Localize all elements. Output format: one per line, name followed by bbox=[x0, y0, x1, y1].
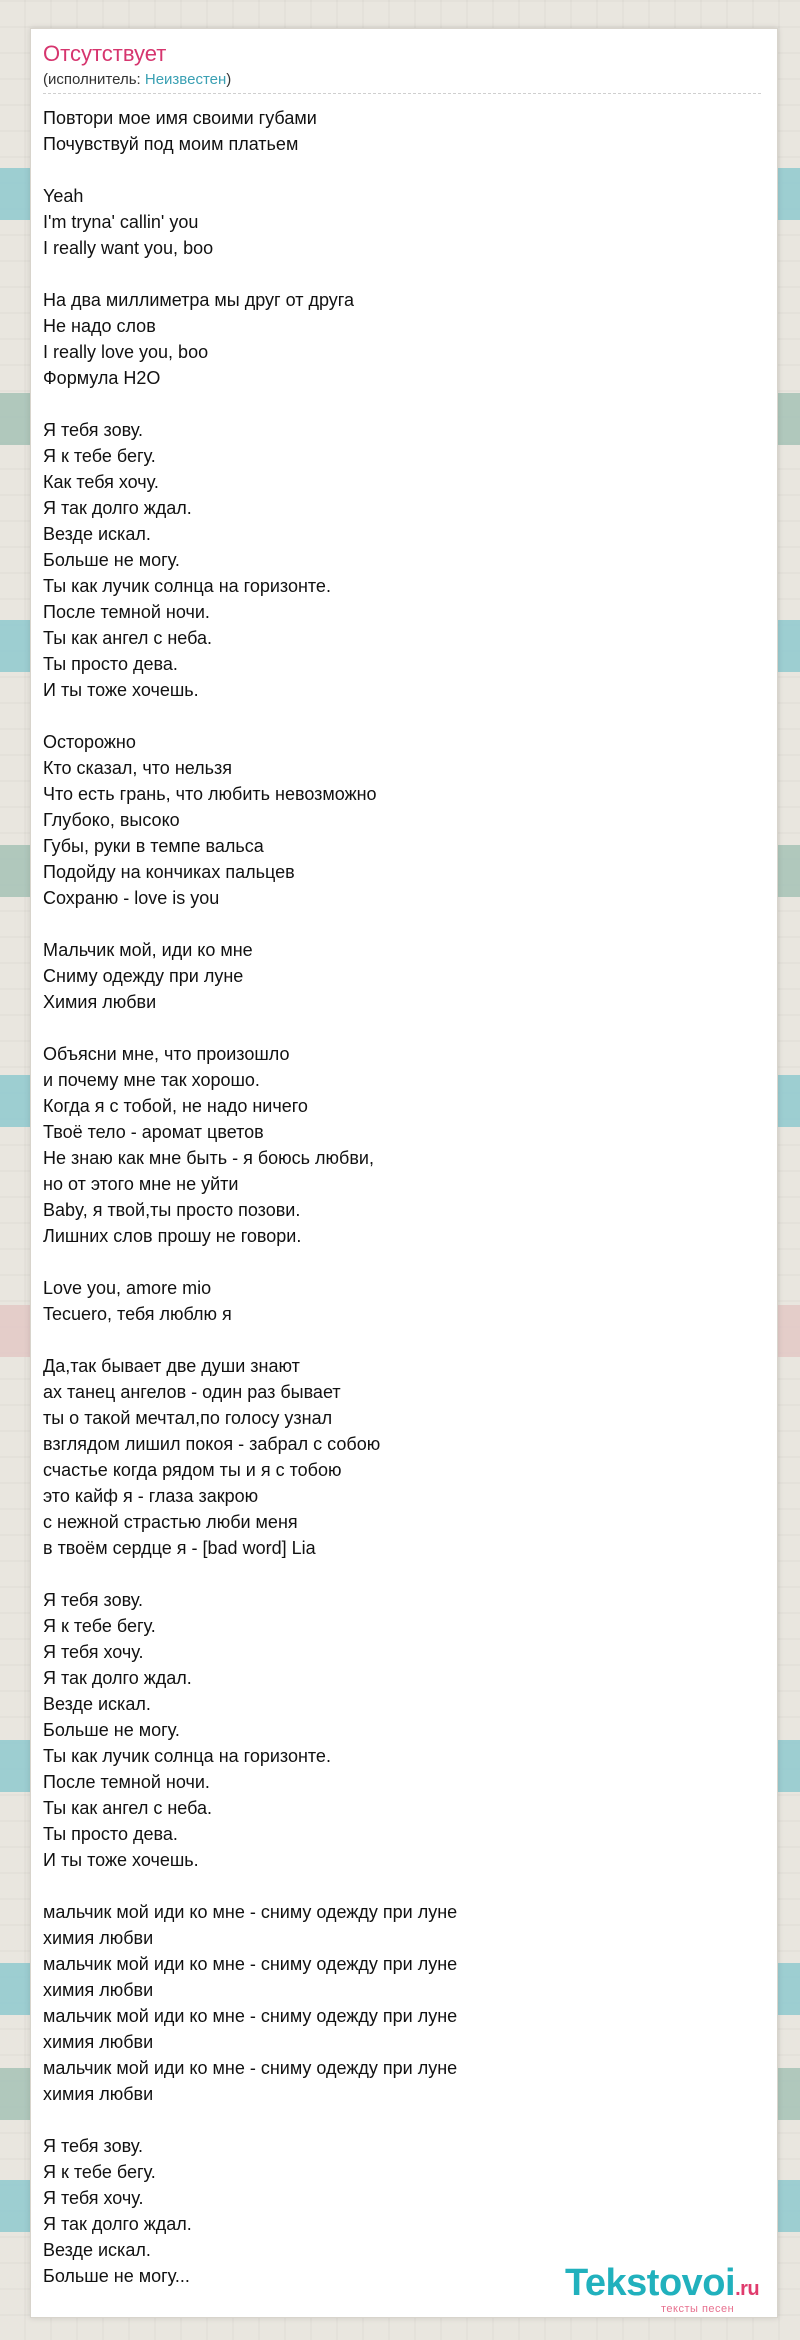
lyric-line: Когда я с тобой, не надо ничего bbox=[43, 1096, 308, 1116]
title-divider bbox=[43, 93, 761, 94]
lyric-line: Yeah bbox=[43, 186, 84, 206]
lyric-line: Ты как лучик солнца на горизонте. bbox=[43, 576, 331, 596]
lyric-line: Формула H2O bbox=[43, 368, 161, 388]
lyrics-text bbox=[43, 105, 763, 2289]
lyric-line: Я тебя хочу. bbox=[43, 1642, 144, 1662]
lyric-line: I really love you, boo bbox=[43, 342, 209, 362]
lyric-line: Больше не могу. bbox=[43, 550, 180, 570]
lyric-line: Подойду на кончиках пальцев bbox=[43, 862, 295, 882]
lyric-line: Везде искал. bbox=[43, 2240, 151, 2260]
lyric-line: химия любви bbox=[43, 2032, 154, 2052]
lyric-line: химия любви bbox=[43, 1928, 154, 1948]
lyric-line: ах танец ангелов - один раз бывает bbox=[43, 1382, 341, 1402]
lyric-line: Везде искал. bbox=[43, 524, 151, 544]
lyric-line: и почему мне так хорошо. bbox=[43, 1070, 260, 1090]
lyric-line: Ты как ангел с неба. bbox=[43, 628, 212, 648]
lyric-line: Я тебя хочу. bbox=[43, 2188, 144, 2208]
lyrics-stanza bbox=[43, 417, 763, 703]
lyric-line: мальчик мой иди ко мне - сниму одежду при луне bbox=[43, 1954, 458, 1974]
lyric-line: Лишних слов прошу не говори. bbox=[43, 1226, 302, 1246]
lyric-line: Love you, amore mio bbox=[43, 1278, 212, 1298]
lyric-line: Ты просто дева. bbox=[43, 1824, 178, 1844]
lyric-line: Глубоко, высоко bbox=[43, 810, 180, 830]
lyric-line: химия любви bbox=[43, 1980, 154, 2000]
lyric-line: После темной ночи. bbox=[43, 1772, 210, 1792]
lyric-line: Почувствуй под моим платьем bbox=[43, 134, 299, 154]
lyrics-stanza bbox=[43, 937, 763, 1015]
lyric-line: счастье когда рядом ты и я с тобою bbox=[43, 1460, 342, 1480]
lyric-line: Объясни мне, что произошло bbox=[43, 1044, 290, 1064]
lyric-line: Мальчик мой, иди ко мне bbox=[43, 940, 253, 960]
lyric-line: Да,так бывает две души знают bbox=[43, 1356, 300, 1376]
lyric-line: Я к тебе бегу. bbox=[43, 1616, 156, 1636]
lyric-line: После темной ночи. bbox=[43, 602, 210, 622]
lyric-line: Я к тебе бегу. bbox=[43, 446, 156, 466]
lyric-line: взглядом лишил покоя - забрал с собою bbox=[43, 1434, 381, 1454]
lyric-line: Я тебя зову. bbox=[43, 2136, 143, 2156]
lyric-line: ты о такой мечтал,по голосу узнал bbox=[43, 1408, 333, 1428]
lyric-line: Ты как лучик солнца на горизонте. bbox=[43, 1746, 331, 1766]
lyrics-stanza bbox=[43, 1899, 763, 2107]
lyric-line: в твоём сердце я - [bad word] Lia bbox=[43, 1538, 316, 1558]
logo-tagline: тексты песен bbox=[661, 2303, 735, 2315]
lyric-line: Я тебя зову. bbox=[43, 1590, 143, 1610]
lyric-line: Я так долго ждал. bbox=[43, 2214, 192, 2234]
lyric-line: Я так долго ждал. bbox=[43, 498, 192, 518]
lyric-line: Ты просто дева. bbox=[43, 654, 178, 674]
lyric-line: Как тебя хочу. bbox=[43, 472, 159, 492]
artist-link[interactable]: Неизвестен bbox=[144, 71, 227, 88]
lyric-line: Больше не могу... bbox=[43, 2266, 190, 2286]
artist-prefix: (исполнитель: bbox=[43, 71, 145, 88]
lyric-line: Я тебя зову. bbox=[43, 420, 143, 440]
lyric-line: И ты тоже хочешь. bbox=[43, 680, 199, 700]
lyrics-card bbox=[30, 28, 778, 2318]
lyric-line: Кто сказал, что нельзя bbox=[43, 758, 233, 778]
lyric-line: Больше не могу. bbox=[43, 1720, 180, 1740]
lyric-line: Не знаю как мне быть - я боюсь любви, bbox=[43, 1148, 374, 1168]
lyric-line: мальчик мой иди ко мне - сниму одежду при луне bbox=[43, 1902, 458, 1922]
lyric-line: Осторожно bbox=[43, 732, 136, 752]
logo-tld: .ru bbox=[735, 2278, 760, 2300]
lyric-line: Я так долго ждал. bbox=[43, 1668, 192, 1688]
lyric-line: мальчик мой иди ко мне - сниму одежду при луне bbox=[43, 2058, 458, 2078]
lyrics-stanza bbox=[43, 729, 763, 911]
lyrics-stanza bbox=[43, 287, 763, 391]
lyric-line: Твоё тело - аромат цветов bbox=[43, 1122, 264, 1142]
lyric-line: с нежной страстью люби меня bbox=[43, 1512, 298, 1532]
lyric-line: Tecuero, тебя люблю я bbox=[43, 1304, 232, 1324]
lyrics-stanza bbox=[43, 183, 763, 261]
tekstovoi-logo[interactable] bbox=[565, 2262, 785, 2322]
lyrics-stanza bbox=[43, 1587, 763, 1873]
lyric-line: I really want you, boo bbox=[43, 238, 214, 258]
lyric-line: Сохраню - love is you bbox=[43, 888, 220, 908]
lyrics-stanza bbox=[43, 1041, 763, 1249]
lyric-line: Химия любви bbox=[43, 992, 157, 1012]
lyric-line: Я к тебе бегу. bbox=[43, 2162, 156, 2182]
lyric-line: мальчик мой иди ко мне - сниму одежду при луне bbox=[43, 2006, 458, 2026]
lyric-line: На два миллиметра мы друг от друга bbox=[43, 290, 354, 310]
lyrics-stanza bbox=[43, 105, 763, 157]
lyric-line: И ты тоже хочешь. bbox=[43, 1850, 199, 1870]
lyric-line: химия любви bbox=[43, 2084, 154, 2104]
lyric-line: Везде искал. bbox=[43, 1694, 151, 1714]
lyrics-stanza bbox=[43, 1275, 763, 1327]
lyric-line: Ты как ангел с неба. bbox=[43, 1798, 212, 1818]
logo-main-text: Tekstovoi bbox=[565, 2262, 736, 2304]
lyric-line: Baby, я твой,ты просто позови. bbox=[43, 1200, 301, 1220]
artist-suffix: ) bbox=[226, 71, 232, 88]
lyrics-stanza bbox=[43, 1353, 763, 1561]
lyric-line: Повтори мое имя своими губами bbox=[43, 108, 317, 128]
lyric-line: Что есть грань, что любить невозможно bbox=[43, 784, 377, 804]
lyric-line: но от этого мне не уйти bbox=[43, 1174, 239, 1194]
lyric-line: Сниму одежду при луне bbox=[43, 966, 244, 986]
lyric-line: Губы, руки в темпе вальса bbox=[43, 836, 264, 856]
artist-line bbox=[43, 71, 231, 88]
lyric-line: Не надо слов bbox=[43, 316, 156, 336]
lyric-line: I'm tryna' callin' you bbox=[43, 212, 199, 232]
lyric-line: это кайф я - глаза закрою bbox=[43, 1486, 259, 1506]
song-title: Отсутствует bbox=[43, 41, 167, 66]
